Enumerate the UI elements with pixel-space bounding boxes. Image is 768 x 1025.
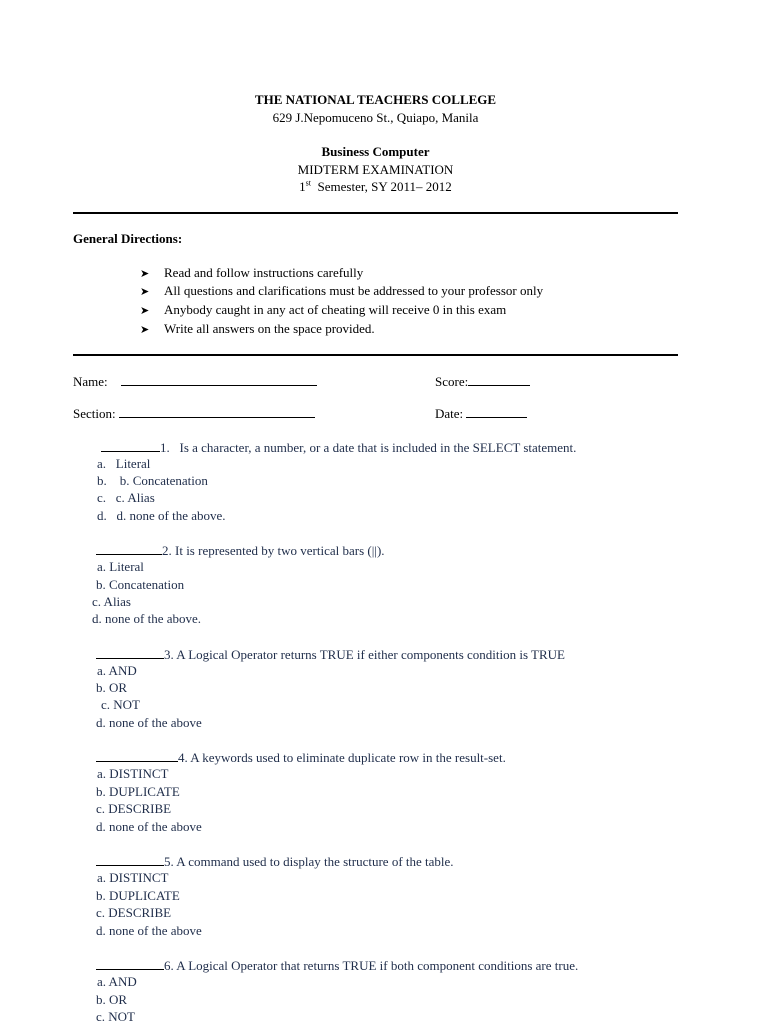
choice: b. Concatenation <box>96 577 185 592</box>
semester-line <box>0 179 751 195</box>
choice: a. AND <box>97 974 137 989</box>
choice: b. DUPLICATE <box>96 784 180 799</box>
date-label: Date: <box>435 406 464 421</box>
choice: d. none of the above <box>96 819 202 834</box>
date-field <box>435 405 527 422</box>
question-text: 4. A keywords used to eliminate duplicate row in the result-set. <box>178 750 506 765</box>
semester-suffix: st <box>305 178 312 188</box>
answer-blank[interactable] <box>101 439 160 452</box>
question-text: 2. It is represented by two vertical bars (||). <box>162 543 385 558</box>
question-text: 3. A Logical Operator returns TRUE if either components condition is TRUE <box>164 647 566 662</box>
section-label: Section: <box>73 406 116 421</box>
direction-text: Anybody caught in any act of cheating will receive 0 in this exam <box>164 302 507 317</box>
question-text: 1. Is a character, a number, or a date that is included in the SELECT statement. <box>160 440 577 455</box>
arrow-bullet-icon: ➤ <box>140 285 150 298</box>
choice: d. none of the above <box>96 715 202 730</box>
choice: a. DISTINCT <box>97 766 169 781</box>
arrow-bullet-icon: ➤ <box>140 323 150 336</box>
name-blank[interactable] <box>121 373 317 386</box>
direction-item <box>140 302 506 319</box>
college-name: THE NATIONAL TEACHERS COLLEGE <box>254 92 497 107</box>
semester-number: 1 <box>299 179 306 194</box>
choice: d. d. none of the above. <box>97 508 226 523</box>
subject-title: Business Computer <box>321 144 430 159</box>
college-address: 629 J.Nepomuceno St., Quiapo, Manila <box>272 110 479 125</box>
choice: a. AND <box>97 663 137 678</box>
choice: b. DUPLICATE <box>96 888 180 903</box>
choice: a. Literal <box>97 456 151 471</box>
choice: b. OR <box>96 680 128 695</box>
arrow-bullet-icon: ➤ <box>140 304 150 317</box>
exam-title: MIDTERM EXAMINATION <box>297 162 454 177</box>
choice: b. b. Concatenation <box>97 473 208 488</box>
choice: c. DESCRIBE <box>96 801 172 816</box>
score-blank[interactable] <box>468 373 530 386</box>
answer-blank[interactable] <box>96 749 178 762</box>
date-blank[interactable] <box>466 405 527 418</box>
choice: a. Literal <box>97 559 144 574</box>
direction-text: Write all answers on the space provided. <box>164 321 375 336</box>
choice: d. none of the above. <box>92 611 202 626</box>
direction-text: All questions and clarifications must be addressed to your professor only <box>164 283 544 298</box>
name-label: Name: <box>73 374 108 389</box>
choice: b. OR <box>96 992 128 1007</box>
directions-title: General Directions: <box>73 231 183 246</box>
question-2 <box>96 542 385 559</box>
answer-blank[interactable] <box>96 957 164 970</box>
semester-text: Semester, SY 2011– 2012 <box>311 179 452 194</box>
choice: c. NOT <box>101 697 140 712</box>
question-3 <box>96 646 565 663</box>
score-field <box>435 373 530 390</box>
answer-blank[interactable] <box>96 646 164 659</box>
answer-blank[interactable] <box>96 542 162 555</box>
header-divider <box>73 212 678 214</box>
direction-item <box>140 265 363 282</box>
choice: a. DISTINCT <box>97 870 169 885</box>
choice: c. NOT <box>96 1009 135 1024</box>
choice: d. none of the above <box>96 923 202 938</box>
question-6 <box>96 957 578 974</box>
answer-blank[interactable] <box>96 853 164 866</box>
score-label: Score: <box>435 374 469 389</box>
question-text: 5. A command used to display the structure of the table. <box>164 854 454 869</box>
name-field <box>73 373 317 390</box>
question-text: 6. A Logical Operator that returns TRUE if both component conditions are true. <box>164 958 579 973</box>
question-4 <box>96 749 506 766</box>
direction-item <box>140 283 543 300</box>
directions-divider <box>73 354 678 356</box>
section-field <box>73 405 315 422</box>
choice: c. DESCRIBE <box>96 905 172 920</box>
direction-item <box>140 321 375 338</box>
choice: c. c. Alias <box>97 490 155 505</box>
section-blank[interactable] <box>119 405 315 418</box>
question-1 <box>101 439 576 456</box>
arrow-bullet-icon: ➤ <box>140 267 150 280</box>
choice: c. Alias <box>92 594 131 609</box>
direction-text: Read and follow instructions carefully <box>164 265 364 280</box>
question-5 <box>96 853 454 870</box>
